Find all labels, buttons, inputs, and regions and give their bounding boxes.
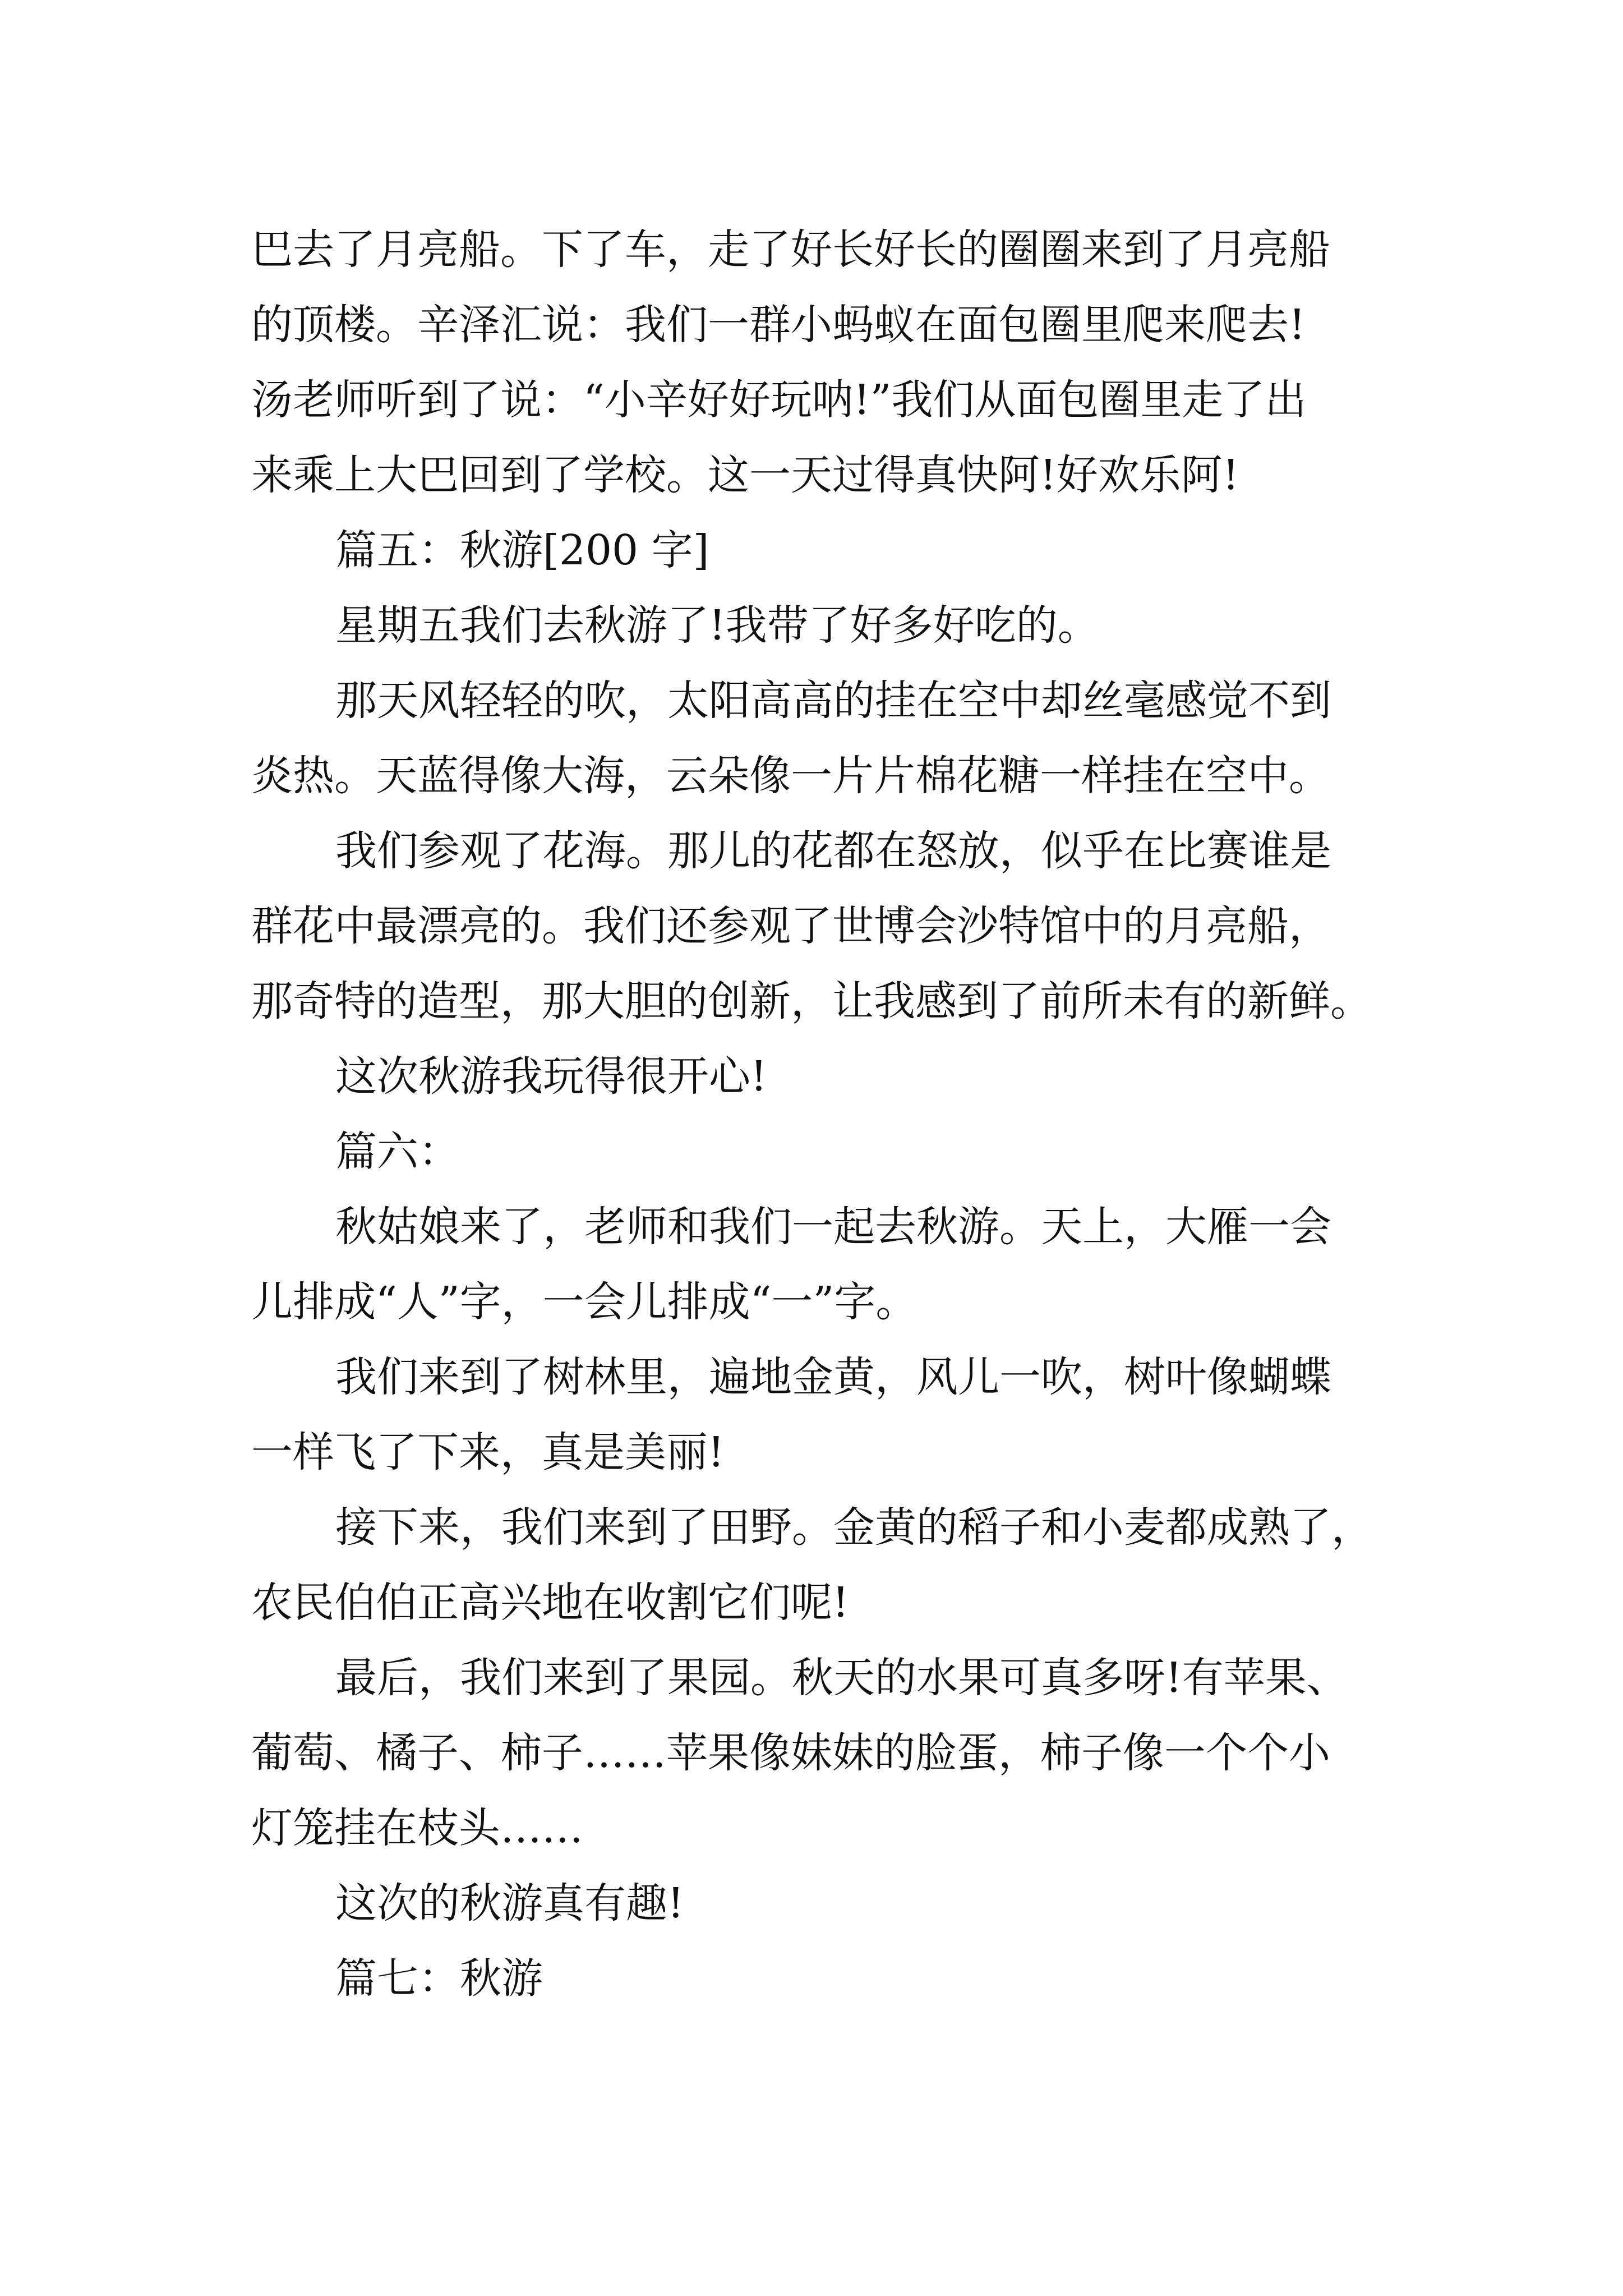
paragraph-start-line: 星期五我们去秋游了!我带了好多好吃的。	[335, 601, 1099, 650]
paragraph-start-line: 篇五：秋游[200 字]	[335, 526, 709, 574]
paragraph-start-line: 接下来，我们来到了田野。金黄的稻子和小麦都成熟了，	[335, 1503, 1373, 1552]
paragraph-start-line: 篇七：秋游	[335, 1954, 543, 2003]
text-line: 葡萄、橘子、柿子……苹果像妹妹的脸蛋，柿子像一个个小	[251, 1729, 1330, 1777]
text-line: 来乘上大巴回到了学校。这一天过得真快阿!好欢乐阿!	[251, 451, 1239, 499]
text-line: 的顶楼。辛泽汇说：我们一群小蚂蚁在面包圈里爬来爬去!	[251, 301, 1306, 349]
paragraph-start-line: 篇六：	[335, 1128, 460, 1176]
paragraph-start-line: 我们参观了花海。那儿的花都在怒放，似乎在比赛谁是	[335, 827, 1331, 875]
text-line: 一样飞了下来，真是美丽!	[251, 1428, 725, 1476]
paragraph-start-line: 那天风轻轻的吹，太阳高高的挂在空中却丝毫感觉不到	[335, 677, 1331, 725]
paragraph-start-line: 这次秋游我玩得很开心!	[335, 1052, 767, 1101]
text-line: 农民伯伯正高兴地在收割它们呢!	[251, 1579, 849, 1627]
text-line: 儿排成“人”字，一会儿排成“一”字。	[251, 1278, 917, 1326]
text-line: 那奇特的造型，那大胆的创新，让我感到了前所未有的新鲜。	[251, 977, 1372, 1025]
text-line: 灯笼挂在枝头……	[251, 1804, 583, 1852]
text-line: 炎热。天蓝得像大海，云朵像一片片棉花糖一样挂在空中。	[251, 752, 1330, 800]
paragraph-start-line: 最后，我们来到了果园。秋天的水果可真多呀!有苹果、	[335, 1654, 1348, 1702]
paragraph-start-line: 这次的秋游真有趣!	[335, 1879, 684, 1927]
paragraph-start-line: 我们来到了树林里，遍地金黄，风儿一吹，树叶像蝴蝶	[335, 1353, 1331, 1401]
text-line: 汤老师听到了说：“小辛好好玩呐!”我们从面包圈里走了出	[251, 376, 1307, 424]
paragraph-start-line: 秋姑娘来了，老师和我们一起去秋游。天上，大雁一会	[335, 1203, 1331, 1251]
document-body	[251, 212, 1378, 2016]
text-line: 巴去了月亮船。下了车，走了好长好长的圈圈来到了月亮船	[251, 226, 1330, 274]
text-line: 群花中最漂亮的。我们还参观了世博会沙特馆中的月亮船，	[251, 902, 1330, 950]
